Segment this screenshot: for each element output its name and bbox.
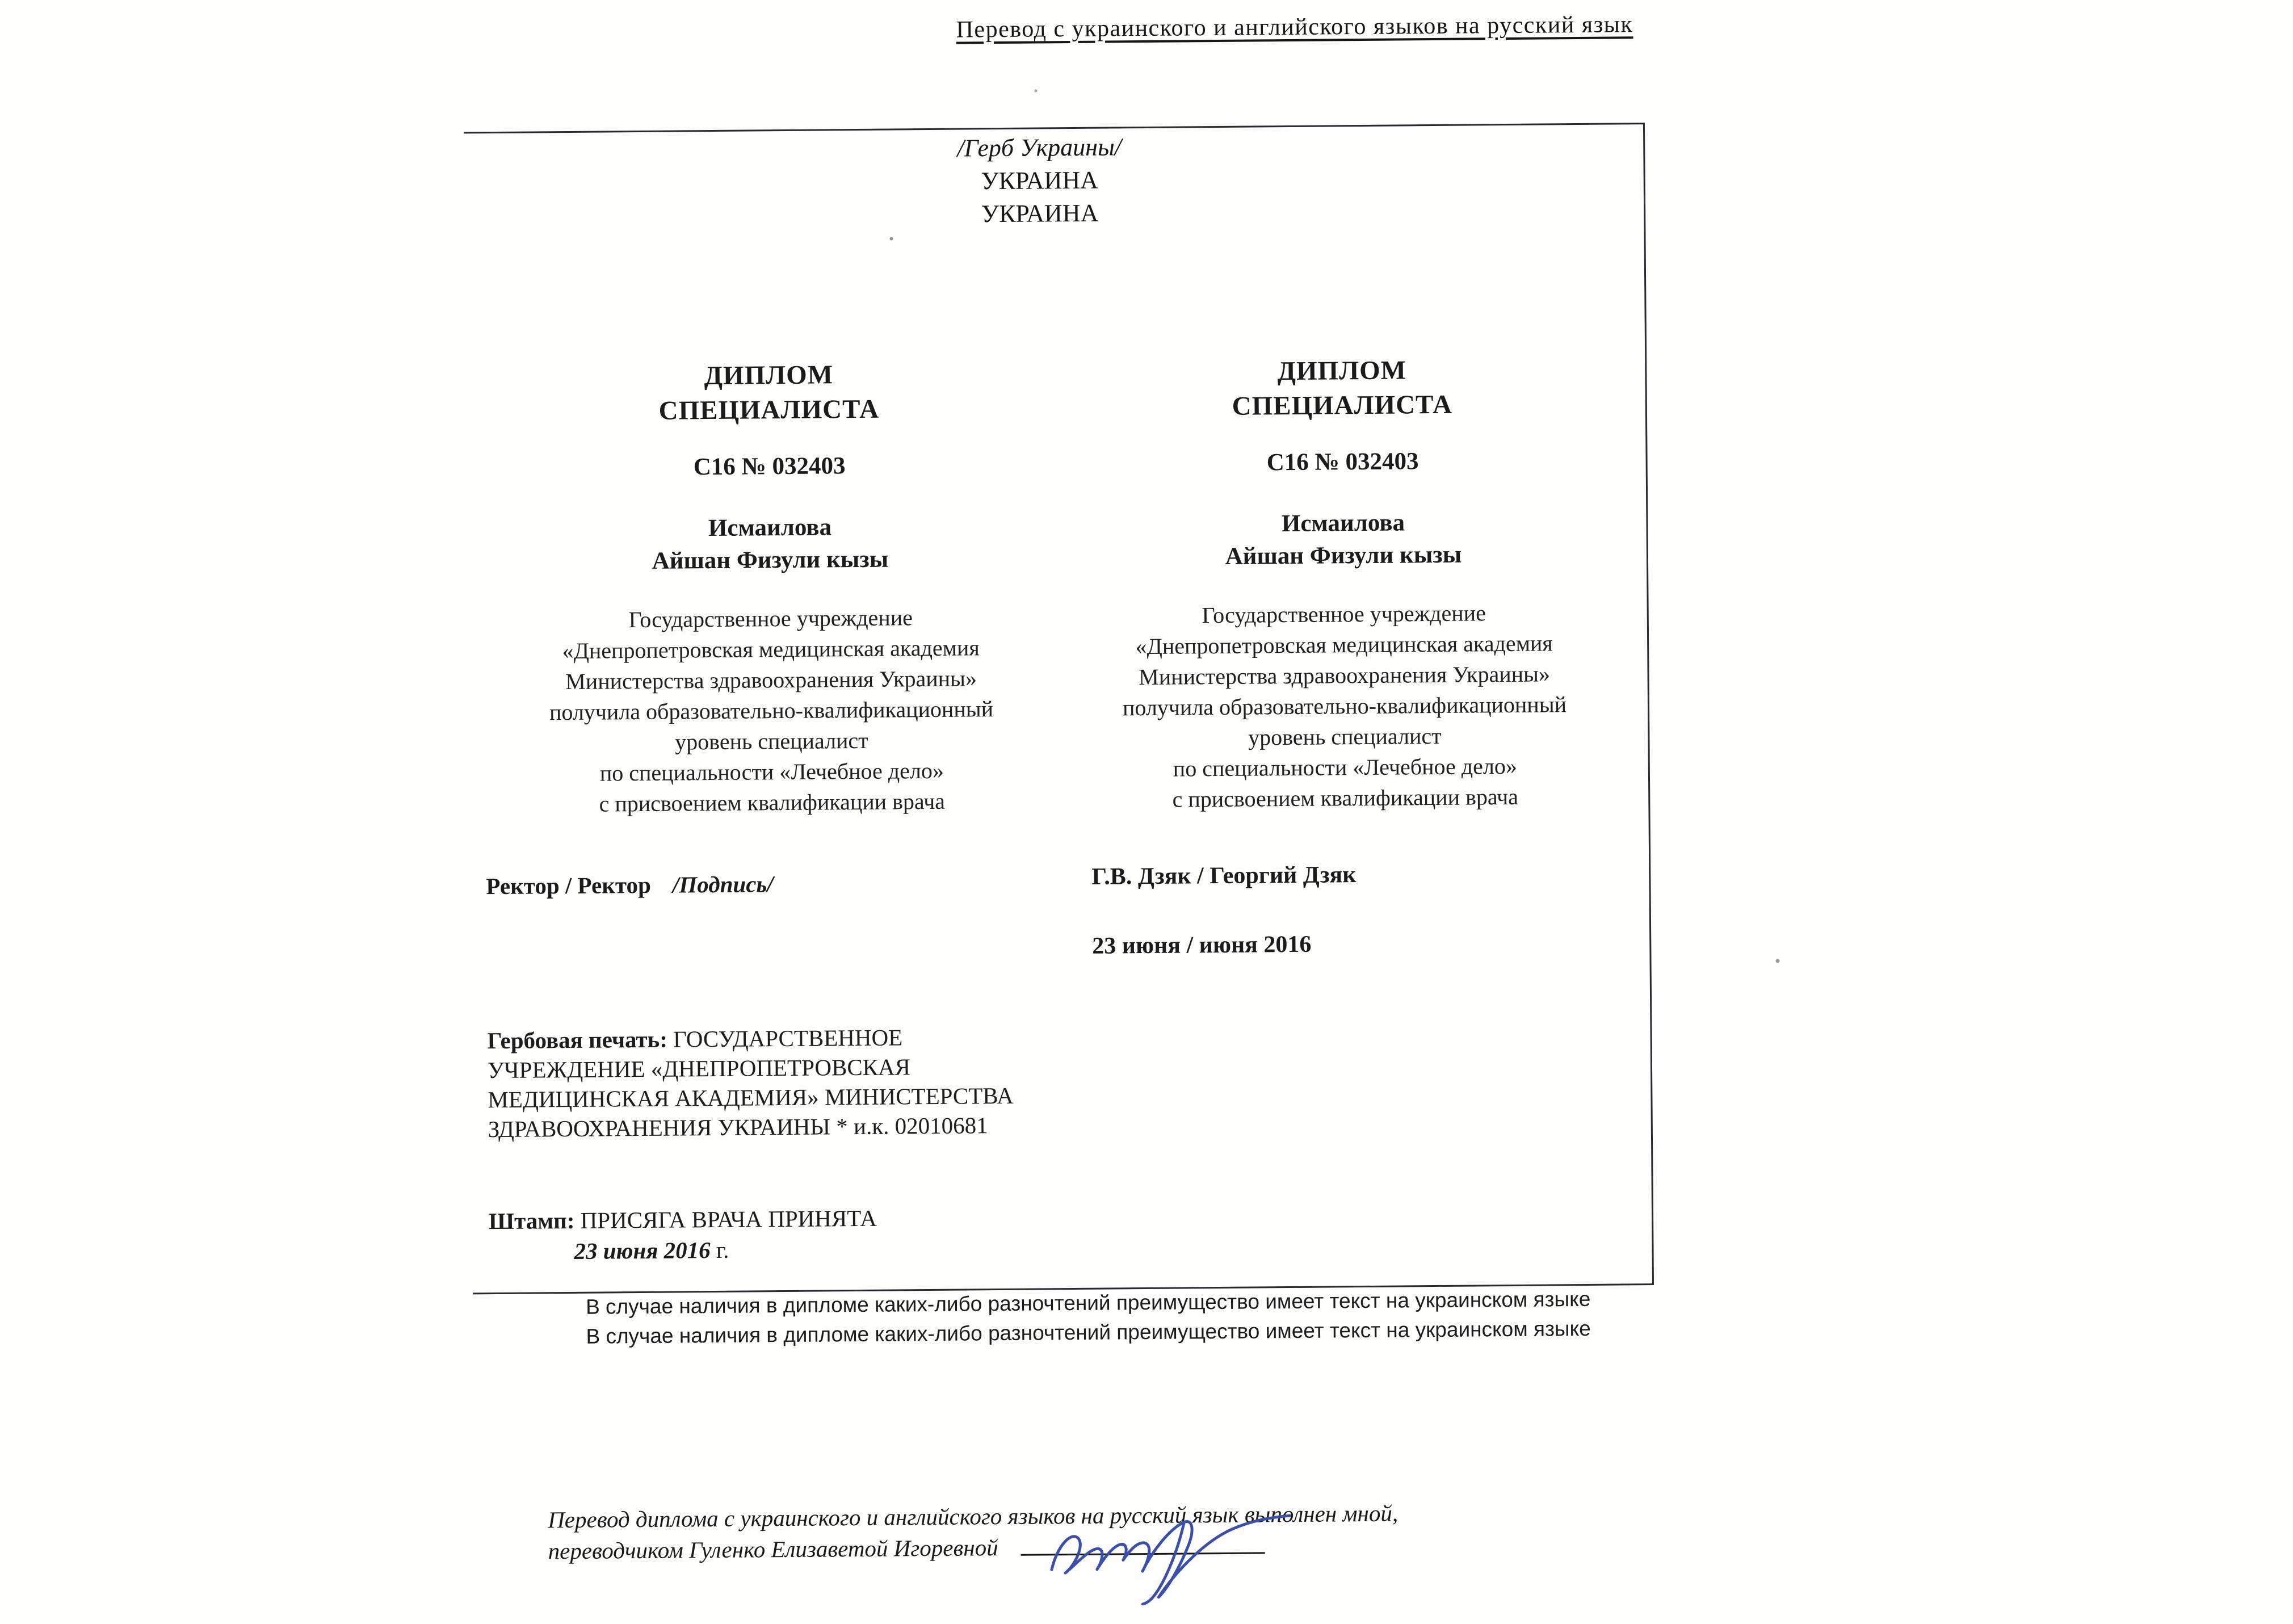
diploma-title-right <box>1075 352 1609 425</box>
issue-date-line: 23 июня / июня 2016 <box>1092 931 1312 959</box>
holder-name-left <box>503 510 1037 578</box>
institution-line: с присвоением квалификации врача <box>1172 783 1519 812</box>
diploma-title-line2: СПЕЦИАЛИСТА <box>658 394 880 426</box>
institution-block-right <box>1077 597 1612 816</box>
seal-description <box>487 1022 1019 1144</box>
holder-surname: Исмаилова <box>1281 509 1405 538</box>
stamp-date-suffix: г. <box>716 1236 729 1263</box>
diploma-serial-right: С16 № 032403 <box>1266 448 1419 476</box>
seal-text: ГОСУДАРСТВЕННОЕ УЧРЕЖДЕНИЕ «ДНЕПРОПЕТРОВСКАЯ МЕДИЦИНСКАЯ АКАДЕМИЯ» МИНИСТЕРСТВА ЗДРАВООХРАНЕНИЯ УКРАИНЫ * и.к. 02010681 <box>487 1024 1014 1143</box>
country-name-line2: УКРАИНА <box>981 199 1099 228</box>
holder-surname: Исмаилова <box>708 514 832 542</box>
scan-speck <box>1776 959 1780 963</box>
scan-speck <box>1034 89 1037 92</box>
institution-line: Государственное учреждение <box>1202 600 1486 628</box>
emblem-group <box>877 130 1202 231</box>
institution-line: по специальности «Лечебное дело» <box>1173 753 1518 782</box>
institution-line: получила образовательно-квалификационный <box>1122 691 1567 721</box>
stamp-date: 23 июня 2016 <box>574 1237 711 1264</box>
holder-given-names: Айшан Физули кызы <box>1225 541 1462 570</box>
country-name-line1: УКРАИНА <box>981 166 1099 195</box>
institution-line: Государственное учреждение <box>628 605 913 633</box>
institution-line: уровень специалист <box>1248 723 1442 750</box>
diploma-title-line1: ДИПЛОМ <box>1277 355 1407 387</box>
stamp-description <box>489 1205 877 1235</box>
discrepancy-footnote-2: В случае наличия в дипломе каких-либо разночтений преимущество имеет текст на украинском языке <box>586 1316 1591 1348</box>
institution-line: «Днепропетровская медицинская академия <box>1135 630 1553 660</box>
institution-line: по специальности «Лечебное дело» <box>599 757 944 786</box>
holder-name-right <box>1076 505 1610 574</box>
scan-speck <box>889 237 893 240</box>
discrepancy-footnote-1: В случае наличия в дипломе каких-либо разночтений преимущество имеет текст на украинском языке <box>585 1287 1591 1319</box>
stamp-label: Штамп: <box>488 1207 575 1235</box>
translator-statement-line1: Перевод диплома с украинского и английского языков на русский язык выполнен мной, <box>548 1500 1399 1533</box>
signature-placeholder-note: /Подпись/ <box>672 871 774 898</box>
coat-of-arms-note: /Герб Украины/ <box>957 133 1122 162</box>
seal-label: Гербовая печать: <box>487 1026 668 1054</box>
diploma-serial-left: С16 № 032403 <box>693 452 846 481</box>
diploma-title-left <box>502 356 1036 430</box>
institution-block-left <box>504 602 1039 820</box>
diploma-title-line2: СПЕЦИАЛИСТА <box>1232 389 1453 421</box>
signature-stroke-main <box>1051 1516 1290 1598</box>
rector-name-line: Г.В. Дзяк / Георгий Дзяк <box>1091 862 1357 890</box>
translator-statement-line2: переводчиком Гуленко Елизаветой Игоревной <box>548 1534 998 1564</box>
translator-signature <box>1041 1502 1300 1606</box>
institution-line: Министерства здравоохранения Украины» <box>565 665 977 695</box>
institution-line: уровень специалист <box>675 727 868 755</box>
institution-line: получила образовательно-квалификационный <box>549 696 994 725</box>
institution-line: с присвоением квалификации врача <box>599 788 946 817</box>
rector-signature-line <box>486 870 773 900</box>
holder-given-names: Айшан Физули кызы <box>652 545 889 574</box>
stamp-date-line <box>574 1236 729 1265</box>
institution-line: «Днепропетровская медицинская академия <box>562 635 980 664</box>
translation-direction-note: Перевод с украинского и английского языков на русский язык <box>956 11 1633 43</box>
rector-label: Ректор / Ректор <box>486 871 651 900</box>
stamp-text: ПРИСЯГА ВРАЧА ПРИНЯТА <box>580 1205 877 1233</box>
diploma-title-line1: ДИПЛОМ <box>704 360 834 391</box>
institution-line: Министерства здравоохранения Украины» <box>1139 661 1551 690</box>
